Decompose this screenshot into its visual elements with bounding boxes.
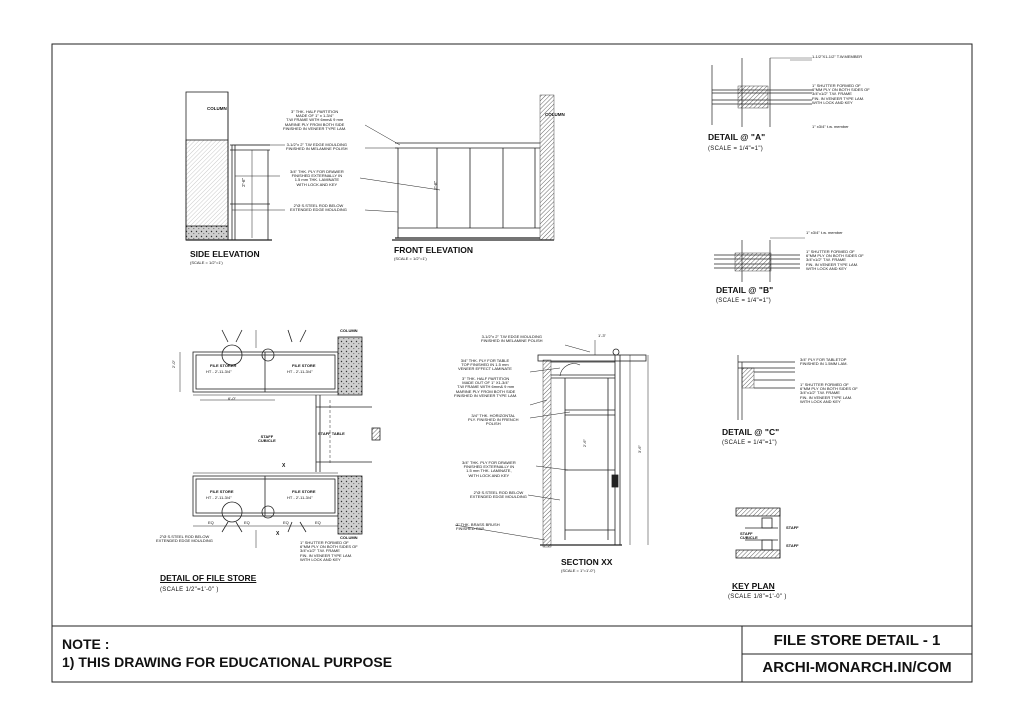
elev-note-partition: 3" THK. HALF PARTITION MADE OF 1" x 1-3/4" T.W FRAME WITH 6mm& 9 mm MARINE PLY FROM BOTH SIDE FINISHED IN VENEER TYPE LAM. (283, 109, 347, 131)
detail-c-title: DETAIL @ "C" (722, 427, 780, 437)
fs-dim-width: 6'-0" (228, 396, 236, 401)
detail-c-scale: (SCALE = 1/4"=1") (722, 440, 778, 446)
detail-b-note-tw: 1" x3/4" t.w. member (806, 230, 843, 235)
key-plan-scale: (SCALE 1/8"=1'-0" ) (728, 594, 787, 600)
fs-height-1: HT - 2'-11-3/4" (206, 369, 232, 374)
sec-note-moulding: 3-1/2"x 2" T.W EDGE MOULDING FINISHED IN MELAMINE POLISH (481, 334, 543, 344)
sec-note-rod: 2"Ø S.STEEL ROD BELOW EXTENDED EDGE MOULDING (470, 490, 527, 500)
section-xx-drawing (538, 340, 648, 547)
kp-staff-1: STAFF (786, 525, 799, 530)
fs-file-store-1: FILE STORE (292, 363, 316, 368)
detail-a-scale: (SCALE = 1/4"=1") (708, 146, 764, 152)
fs-column-top: COLUMN (340, 328, 358, 333)
file-store-title: DETAIL OF FILE STORE (160, 573, 257, 583)
sheet-title: FILE STORE DETAIL - 1 (773, 632, 941, 649)
note-line: 1) THIS DRAWING FOR EDUCATIONAL PURPOSE (62, 654, 393, 670)
sec-dim-height: 3'-6" (636, 445, 642, 454)
detail-c-note-shutter: 1" SHUTTER FORMED OF 6"MM PLY ON BOTH SIDES OF 3/4"x1/2" T.W. FRAME FIN. IN VENEER TYPE LAM. WITH LOCK AND KEY (800, 382, 858, 404)
sec-dim-top: 1'-3" (598, 333, 606, 338)
fs-height-4: HT - 2'-11-3/4" (287, 495, 313, 500)
detail-a-note-member: 1-1/2"X1-1/2" T.W.MEMBER (812, 54, 863, 59)
fs-eq-3: EQ (283, 520, 289, 525)
fs-height-3: HT - 2'-11-3/4" (206, 495, 232, 500)
key-plan-title: KEY PLAN (732, 581, 775, 591)
detail-c-drawing (738, 355, 795, 420)
section-xx-scale: (SCALE = 1"=1'-0") (561, 568, 596, 573)
detail-b-note-shutter: 1" SHUTTER FORMED OF 6"MM PLY ON BOTH SIDES OF 3/4"x1/2" T.W. FRAME FIN. IN VENEER TYPE LAM. WITH LOCK AND KEY (806, 249, 864, 271)
fs-eq-1: EQ (208, 520, 214, 525)
front-elev-dim: 2'-6" (433, 180, 439, 190)
front-elevation-scale: (SCALE = 1/2"=1') (394, 256, 427, 261)
detail-a-note-shutter: 1" SHUTTER FORMED OF 6"MM PLY ON BOTH SIDES OF 3/4"x1/2" T.W. FRAME FIN. IN VENEER TYPE LAM. WITH LOCK AND KEY (812, 83, 870, 105)
fs-section-mark-top: X (282, 463, 286, 469)
fs-note-shutter: 1" SHUTTER FORMED OF 6"MM PLY ON BOTH SIDES OF 3/4"x1/2" T.W. FRAME FIN. IN VENEER TYPE LAM. WITH LOCK AND KEY (300, 540, 358, 562)
fs-height-2: HT - 2'-11-3/4" (287, 369, 313, 374)
side-elevation-scale: (SCALE = 1/2"=1') (190, 260, 223, 265)
fs-file-store-2: FILE STORE (210, 489, 234, 494)
elev-note-moulding: 3-1/2"x 2" T.W EDGE MOULDING FINISHED IN MELAMINE POLISH (286, 142, 348, 152)
sec-note-tabletop: 3/4" THK. PLY FOR TABLE TOP FINISHED IN 1.5 mm VENEER EFFECT LAMINATE (458, 358, 512, 372)
fs-note-rod: 2"Ø S.STEEL ROD BELOW EXTENDED EDGE MOULDING (156, 534, 213, 544)
fs-eq-2: EQ (244, 520, 250, 525)
sec-note-drawer: 3/4" THK. PLY FOR DRAWER FINISHED EXTERNALLY IN 1.5 mm THK. LAMINATE, WITH LOCK AND KEY (462, 460, 516, 478)
elev-note-rod: 2"Ø S.STEEL ROD BELOW EXTENDED EDGE MOULDING (290, 203, 347, 213)
kp-staff-2: STAFF (786, 543, 799, 548)
section-xx-title: SECTION XX (561, 557, 613, 567)
side-elev-dim: 2'-6" (241, 177, 247, 187)
detail-c-note-tabletop: 3/4" PLY FOR TABLETOP FINISHED IN 1.5MM LAM. (800, 357, 848, 367)
section-leaders (455, 345, 590, 540)
file-store-scale: (SCALE 1/2"=1'-0" ) (160, 587, 219, 593)
sec-note-partition: 3" THK. HALF PARTITION MADE OUT OF 1" X1-3/4" T.W FRAME WITH 6mm& 9 mm MARINE PLY FROM BOTH SIDE FINISHED IN VENEER TYPE LAM. (454, 376, 518, 398)
front-elevation-drawing (392, 95, 554, 240)
fs-staff-table: STAFF TABLE (318, 431, 345, 436)
detail-b-drawing (714, 238, 805, 282)
fs-eq-4: EQ (315, 520, 321, 525)
website-link[interactable]: ARCHI-MONARCH.IN/COM (762, 659, 952, 676)
fs-file-storer: FILE STORER (210, 363, 237, 368)
side-elevation-title: SIDE ELEVATION (190, 249, 260, 259)
detail-a-drawing (712, 58, 812, 127)
note-heading: NOTE : (62, 636, 110, 652)
side-elev-column-label: COLUMN (207, 106, 227, 111)
detail-b-scale: (SCALE = 1/4"=1") (716, 298, 772, 304)
fs-staff-cubicle: STAFF CUBICLE (258, 434, 276, 444)
fs-dim-depth: 2'-0" (170, 360, 176, 369)
side-elevation-drawing (186, 92, 272, 240)
fs-file-store-3: FILE STORE (292, 489, 316, 494)
detail-b-title: DETAIL @ "B" (716, 285, 774, 295)
sec-dim-inner: 2'-6" (581, 439, 587, 448)
fs-column-bottom: COLUMN (340, 535, 358, 540)
fs-section-mark-bottom: X (276, 531, 280, 537)
detail-a-note-tw: 1" x3/4" t.w. member (812, 124, 849, 129)
detail-a-title: DETAIL @ "A" (708, 132, 766, 142)
kp-staff-cubicle: STAFF CUBICLE (740, 531, 758, 541)
elev-note-drawer: 3/4" THK. PLY FOR DRAWER FINISHED EXTERNALLY IN 1.5 mm THK. LAMINATE WITH LOCK AND KEY (290, 169, 344, 187)
sec-note-brass: 3" THK. BRASS BRUSH FINISHED CAP (456, 522, 500, 532)
front-elevation-title: FRONT ELEVATION (394, 245, 474, 255)
sec-note-horizontal: 3/4" THK. HORIZONTAL PLY. FINISHED IN FRENCH POLISH (468, 413, 519, 427)
front-elev-column-label: COLUMN (545, 112, 565, 117)
